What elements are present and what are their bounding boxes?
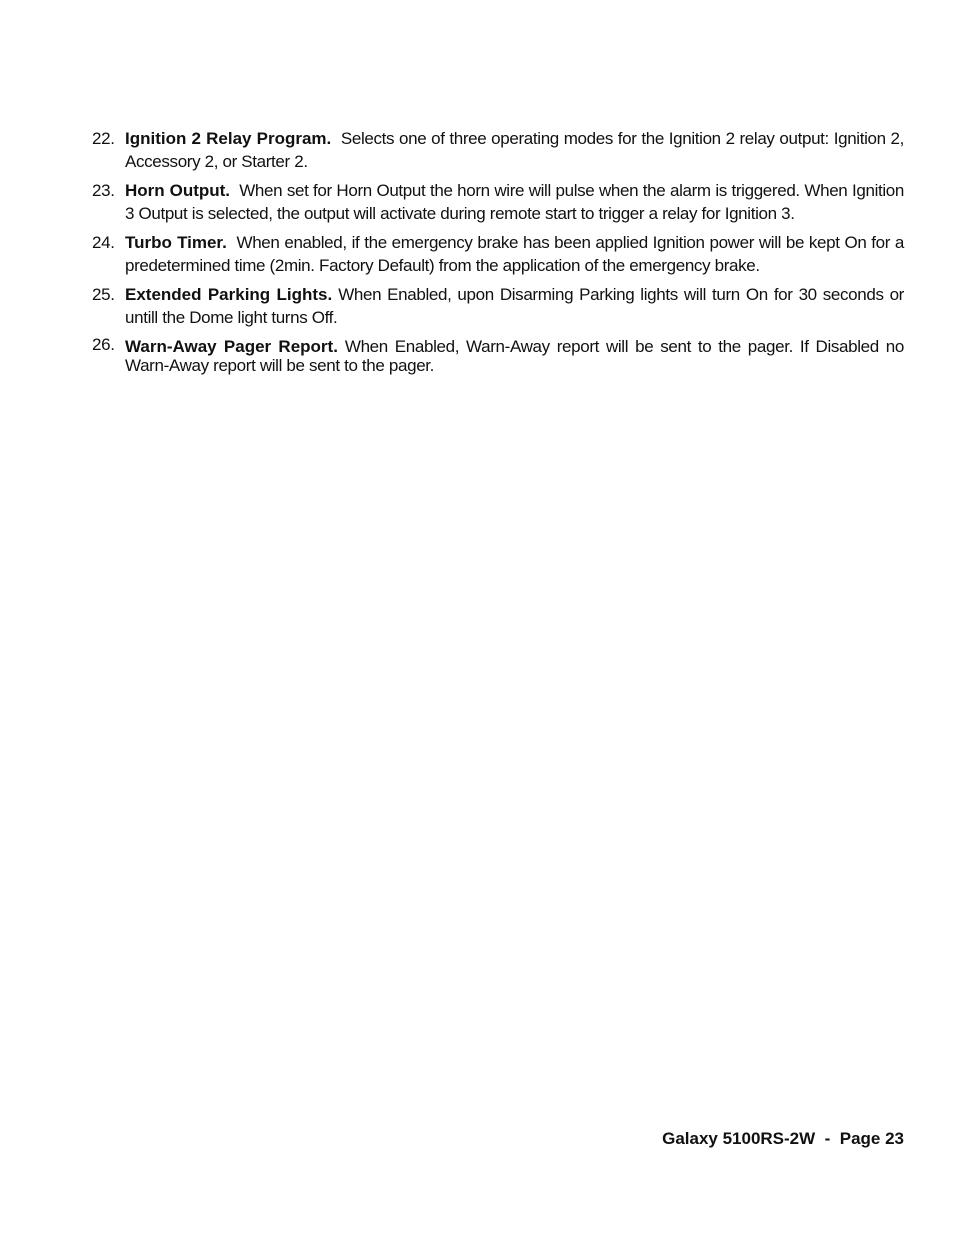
item-text: When enabled, if the emergency brake has been applied Ignition power will be kept On for a predetermined time (2min. Factory Default) from the application of the emergency brake.	[125, 233, 904, 275]
item-heading: Extended Parking Lights.	[125, 285, 333, 304]
list-item	[92, 127, 904, 173]
page-footer: Galaxy 5100RS-2W - Page 23	[662, 1129, 904, 1148]
item-number: 24.	[92, 233, 115, 252]
list-item	[92, 335, 904, 375]
item-number: 25.	[92, 285, 115, 304]
list-item	[92, 283, 904, 329]
item-heading: Warn-Away Pager Report.	[125, 337, 338, 356]
settings-list	[92, 127, 904, 381]
item-heading: Ignition 2 Relay Program.	[125, 129, 332, 148]
item-heading: Horn Output.	[125, 181, 231, 200]
list-item	[92, 179, 904, 225]
item-number: 23.	[92, 181, 115, 200]
item-text: When set for Horn Output the horn wire will pulse when the alarm is triggered. When Ignition 3 Output is selected, the output will activate during remote start to trigger a relay for Ignition 3.	[125, 181, 905, 223]
item-heading: Turbo Timer.	[125, 233, 227, 252]
item-number: 26.	[92, 335, 115, 354]
item-text: When Enabled, Warn-Away report will be sent to the pager. If Disabled no Warn-Away report will be sent to the pager.	[125, 337, 905, 375]
item-number: 22.	[92, 129, 115, 148]
list-item	[92, 231, 904, 277]
item-text: Selects one of three operating modes for the Ignition 2 relay output: Ignition 2, Accessory 2, or Starter 2.	[125, 129, 905, 171]
item-text: When Enabled, upon Disarming Parking lights will turn On for 30 seconds or untill the Dome light turns Off.	[125, 285, 904, 327]
